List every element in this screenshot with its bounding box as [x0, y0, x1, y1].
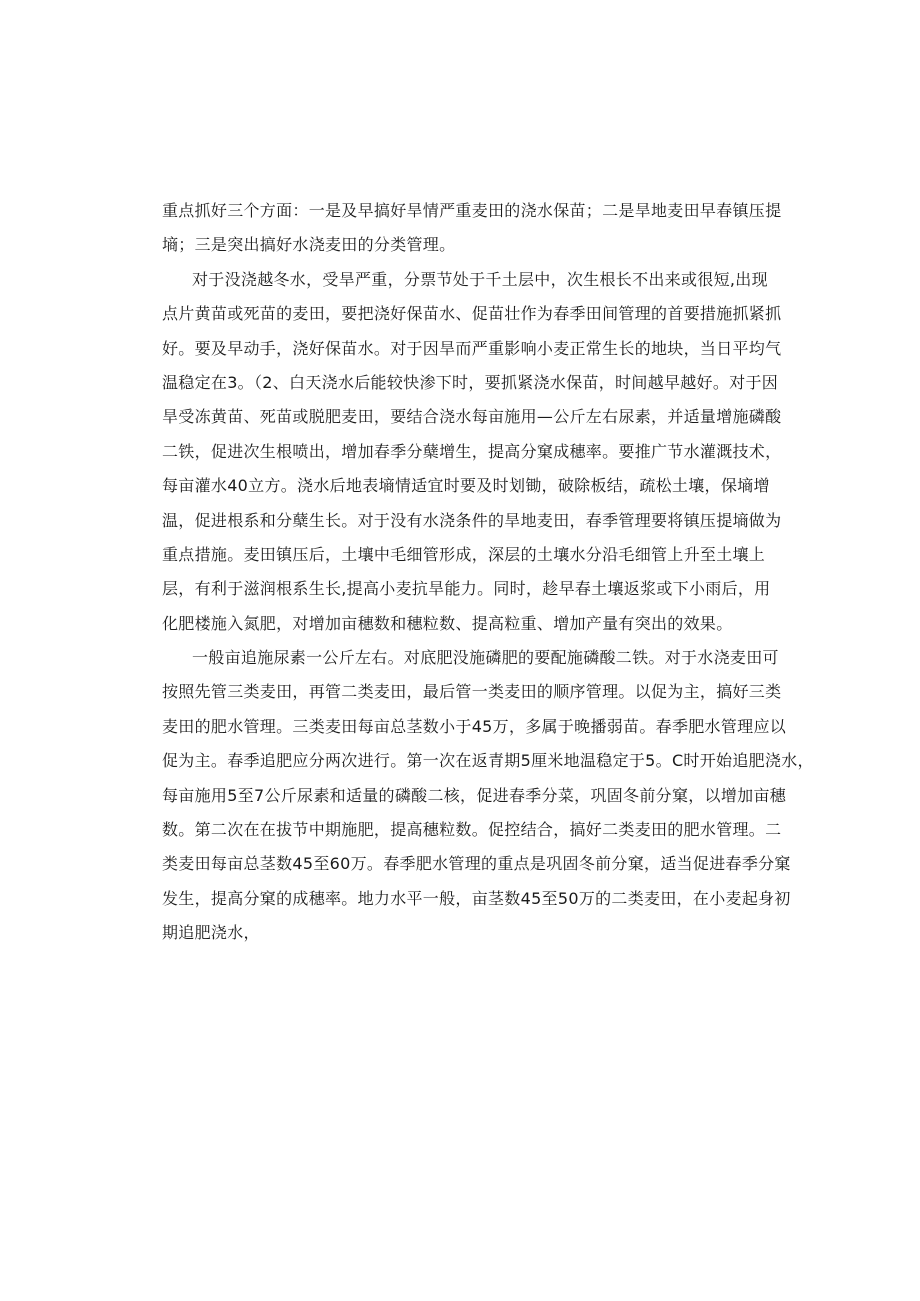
text-line: 麦田的肥水管理。三类麦田每亩总茎数小于45万，多属于晚播弱苗。春季肥水管理应以 — [162, 716, 787, 736]
text-line: 温稳定在3。（2、白天浇水后能较快渗下时，要抓紧浇水保苗，时间越早越好。对于因 — [162, 372, 779, 392]
text-line: 重点抓好三个方面：一是及早搞好旱情严重麦田的浇水保苗；二是旱地麦田早春镇压提 — [162, 201, 782, 220]
paragraph-3 — [162, 641, 814, 951]
paragraph-2 — [162, 263, 782, 641]
text-line: 期追肥浇水， — [162, 923, 260, 943]
paragraph-1 — [162, 194, 782, 263]
text-line: 促为主。春季追肥应分两次进行。第一次在返青期5厘米地温稳定于5。C时开始追肥浇水， — [162, 751, 814, 771]
text-line: 重点措施。麦田镇压后，土壤中毛细管形成，深层的土壤水分沿毛细管上升至土壤上 — [162, 544, 766, 564]
text-line: 每亩灌水40立方。浇水后地表墒情适宜时要及时划锄，破除板结，疏松土壤，保墒增 — [162, 476, 770, 496]
text-line: 二铁，促进次生根喷出，增加春季分蘖增生，提高分窠成穗率。要推广节水灌溉技术， — [162, 441, 782, 461]
text-line: 化肥楼施入氮肥，对增加亩穗数和穗粒数、提高粒重、增加产量有突出的效果。 — [162, 613, 733, 633]
text-line: 一般亩追施尿素一公斤左右。对底肥没施磷肥的要配施磷酸二铁。对于水浇麦田可 — [192, 648, 779, 668]
text-line: 类麦田每亩总茎数45至60万。春季肥水管理的重点是巩固冬前分窠，适当促进春季分窠 — [162, 854, 791, 874]
text-line: 点片黄苗或死苗的麦田，要把浇好保苗水、促苗壮作为春季田间管理的首要措施抓紧抓 — [162, 304, 782, 324]
text-line: 好。要及早动手，浇好保苗水。对于因旱而严重影响小麦正常生长的地块，当日平均气 — [162, 338, 782, 358]
text-line: 墒；三是突出搞好水浇麦田的分类管理。 — [162, 235, 456, 255]
text-line: 发生，提高分窠的成穗率。地力水平一般，亩茎数45至50万的二类麦田，在小麦起身初 — [162, 888, 791, 908]
document-body — [162, 194, 814, 951]
text-line: 对于没浇越冬水，受旱严重，分票节处于千土层中，次生根长不出来或很短,出现 — [192, 269, 768, 289]
text-line: 温，促进根系和分蘖生长。对于没有水浇条件的旱地麦田，春季管理要将镇压提墒做为 — [162, 510, 782, 530]
text-line: 每亩施用5至7公斤尿素和适量的磷酸二核，促进春季分菜，巩固冬前分窠，以增加亩穗 — [162, 785, 787, 805]
text-line: 按照先管三类麦田，再管二类麦田，最后管一类麦田的顺序管理。以促为主，搞好三类 — [162, 682, 782, 702]
text-line: 层，有利于滋润根系生长,提高小麦抗旱能力。同时，趁早春土壤返浆或下小雨后，用 — [162, 579, 771, 599]
text-line: 数。第二次在在拔节中期施肥，提高穗粒数。促控结合，搞好二类麦田的肥水管理。二 — [162, 820, 782, 840]
text-line: 旱受冻黄苗、死苗或脱肥麦田，要结合浇水每亩施用—公斤左右尿素，并适量增施磷酸 — [162, 407, 782, 427]
